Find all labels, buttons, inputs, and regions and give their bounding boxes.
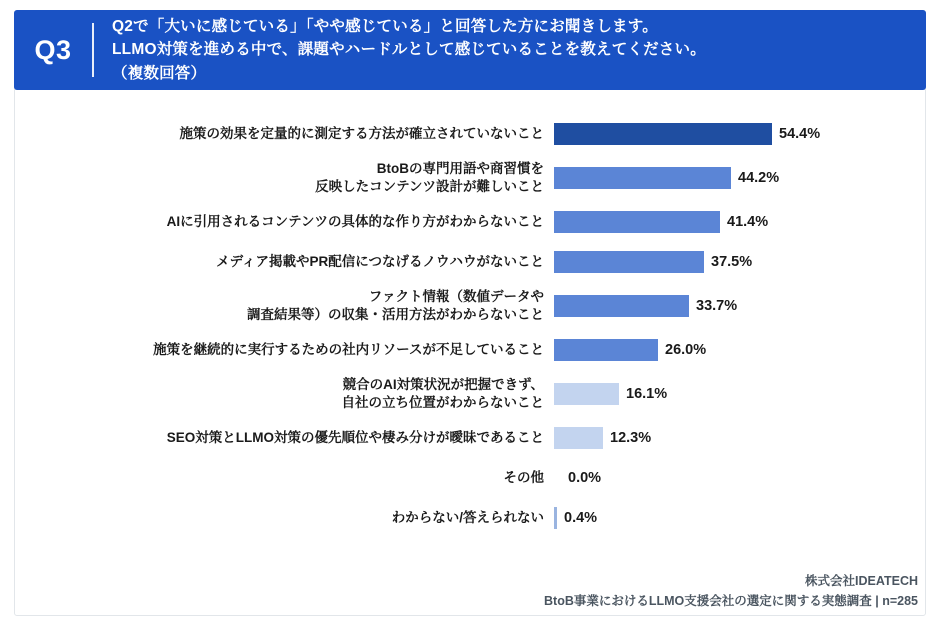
bar-chart-rows — [14, 114, 926, 538]
bar-row — [14, 282, 926, 330]
bar-value-label: 16.1% — [626, 386, 668, 402]
bar-row-label — [14, 160, 554, 196]
bar-value-label: 33.7% — [696, 298, 738, 314]
bar-row — [14, 370, 926, 418]
bar-value-label: 0.4% — [564, 510, 598, 526]
bar-track — [554, 154, 926, 202]
bar-row-label — [14, 376, 554, 412]
question-text — [94, 15, 706, 86]
question-line-2: LLMO対策を進める中で、課題やハードルとして感じていることを教えてください。 — [112, 41, 706, 59]
bar-row-label-line: メディア掲載やPR配信につなげるノウハウがないこと — [216, 253, 544, 269]
bar-row-label-line: その他 — [503, 469, 544, 485]
bar-value-label: 44.2% — [738, 170, 780, 186]
bar-value-label: 37.5% — [711, 254, 753, 270]
question-header — [14, 10, 926, 90]
bar-row-label-line: 反映したコンテンツ設計が難しいこと — [315, 179, 544, 194]
source-footer — [544, 572, 918, 611]
bar-track — [554, 418, 926, 458]
bar-row-label-line: 競合のAI対策状況が把握できず、 — [342, 376, 544, 392]
bar-track — [554, 330, 926, 370]
bar-track — [554, 498, 926, 538]
bar-track — [554, 458, 926, 498]
bar-row-label-line: 調査結果等）の収集・活用方法がわからないこと — [247, 307, 544, 322]
bar-row-label-line: 施策を継続的に実行するための社内リソースが不足していること — [153, 341, 544, 357]
bar-row-label — [14, 509, 554, 527]
bar-row — [14, 154, 926, 202]
bar-row-label-line: 施策の効果を定量的に測定する方法が確立されていないこと — [179, 125, 544, 141]
bar — [554, 167, 731, 189]
bar-row-label-line: わからない/答えられない — [391, 509, 544, 525]
bar-chart — [14, 100, 926, 568]
bar — [554, 383, 619, 405]
bar-row-label — [14, 429, 554, 447]
bar — [554, 339, 658, 361]
bar-row-label-line: SEO対策とLLMO対策の優先順位や棲み分けが曖昧であること — [166, 429, 544, 445]
bar-row — [14, 418, 926, 458]
question-number: Q3 — [34, 34, 72, 65]
bar-row-label — [14, 469, 554, 487]
bar-row-label — [14, 341, 554, 359]
bar-row-label — [14, 213, 554, 231]
bar-row-label — [14, 253, 554, 271]
bar-row — [14, 458, 926, 498]
bar-track — [554, 242, 926, 282]
footer-company: 株式会社IDEATECH — [805, 574, 918, 589]
bar-row-label — [14, 288, 554, 324]
bar-row-label-line: AIに引用されるコンテンツの具体的な作り方がわからないこと — [166, 213, 544, 229]
bar-row — [14, 202, 926, 242]
bar-row-label-line: 自社の立ち位置がわからないこと — [341, 395, 544, 410]
bar — [554, 251, 704, 273]
bar — [554, 123, 772, 145]
bar-value-label: 54.4% — [779, 126, 821, 142]
footer-survey: BtoB事業におけるLLMO支援会社の選定に関する実態調査 | n=285 — [544, 593, 918, 608]
bar-row — [14, 114, 926, 154]
bar-row-label-line: ファクト情報（数値データや — [368, 288, 544, 304]
bar-value-label: 0.0% — [568, 470, 602, 486]
bar-track — [554, 370, 926, 418]
bar-row — [14, 242, 926, 282]
bar-track — [554, 202, 926, 242]
bar-value-label: 26.0% — [665, 342, 707, 358]
bar — [554, 295, 689, 317]
question-line-1: Q2で「大いに感じている」「やや感じている」と回答した方にお聞きします。 — [112, 17, 658, 35]
bar-row-label-line: BtoBの専門用語や商習慣を — [376, 160, 544, 176]
bar-value-label: 41.4% — [727, 214, 769, 230]
bar-row-label — [14, 125, 554, 143]
bar-value-label: 12.3% — [610, 430, 652, 446]
bar-row — [14, 498, 926, 538]
bar-track — [554, 282, 926, 330]
bar — [554, 427, 603, 449]
bar-track — [554, 114, 926, 154]
header-divider — [92, 23, 94, 77]
bar — [554, 211, 720, 233]
question-line-3: （複数回答） — [112, 64, 207, 82]
bar-row — [14, 330, 926, 370]
